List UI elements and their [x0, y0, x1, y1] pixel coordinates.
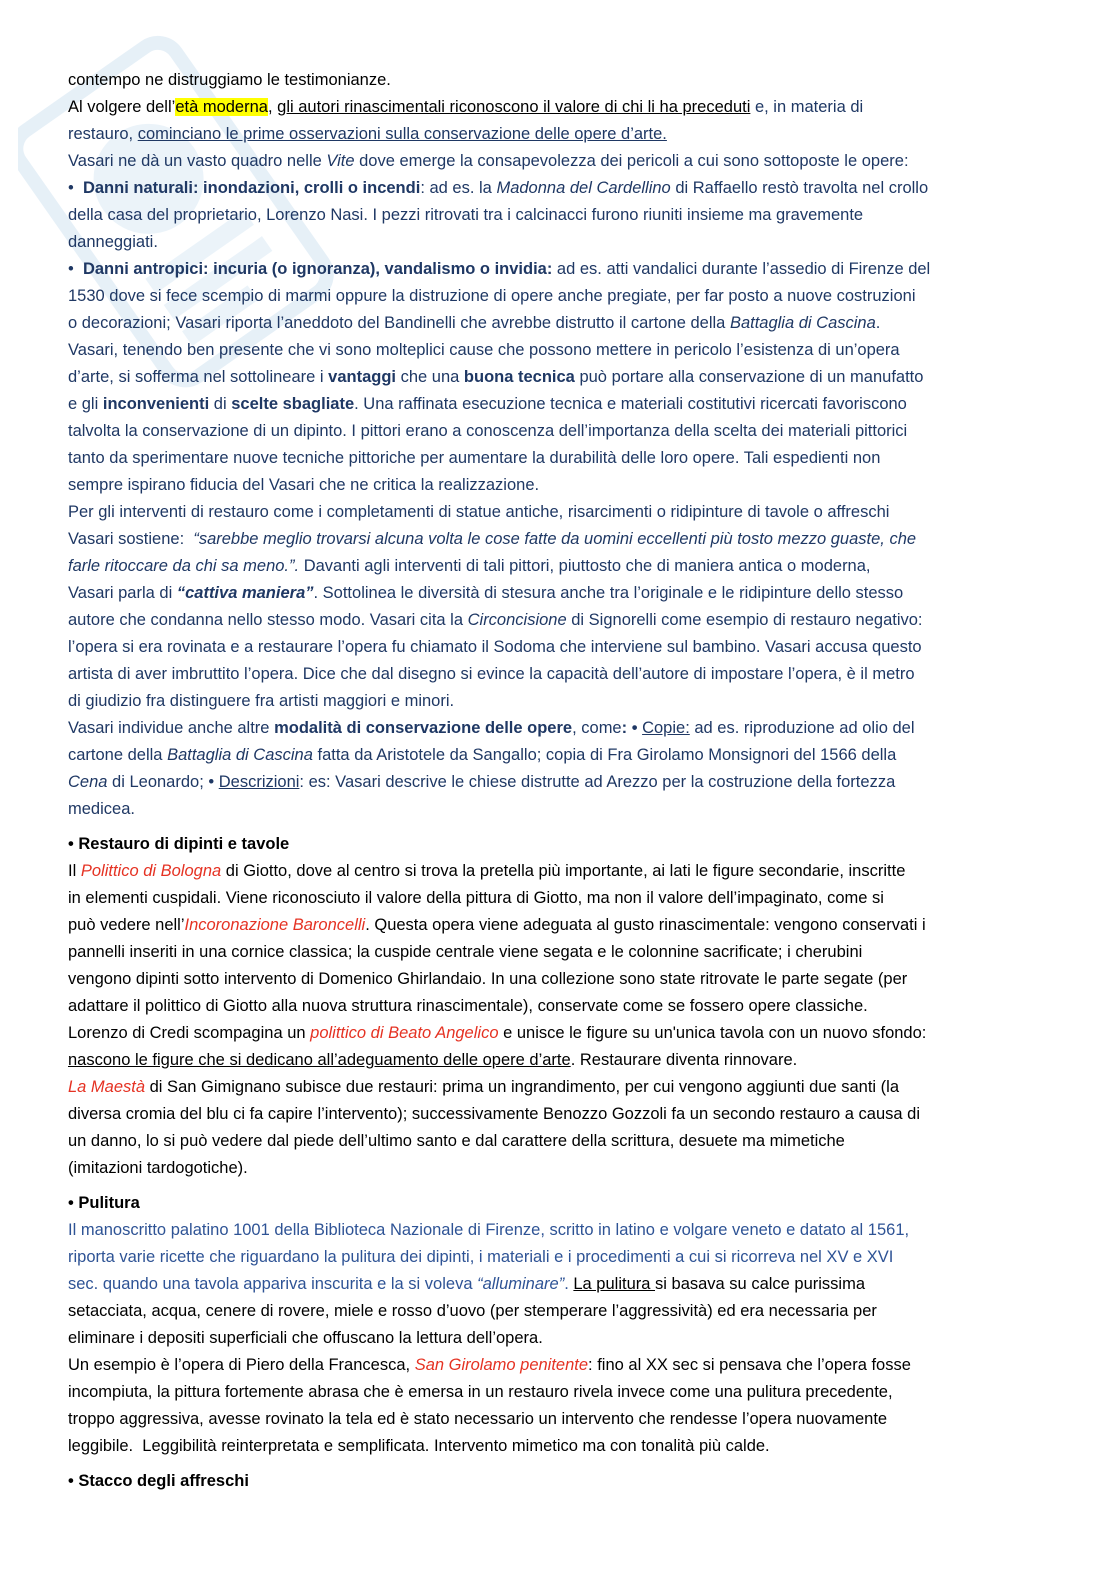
text-run: Battaglia di Cascina: [729, 314, 876, 332]
text-run: Cena: [68, 773, 108, 791]
text-line: [68, 391, 1046, 418]
text-run: Il manoscritto palatino 1001 della Biblioteca Nazionale di Firenze, scritto in latino e volgare veneto e datato al 1561,: [68, 1221, 910, 1239]
text-line: [68, 715, 1046, 742]
text-run: sec. quando una tavola appariva inscurita e la si voleva: [68, 1275, 478, 1293]
text-run: inconvenienti: [102, 395, 210, 413]
text-run: di Giotto, dove al centro si trova la pretella più importante, ai lati le figure secondarie, inscritte: [221, 862, 906, 880]
text-run: ,: [267, 98, 278, 116]
text-run: d’arte, si sofferma nel sottolineare i: [68, 368, 329, 386]
text-run: : fino al XX sec si pensava che l’opera fosse: [588, 1356, 911, 1374]
text-run: fatta da Aristotele da Sangallo; copia di Fra Girolamo Monsignori del 1566 della: [312, 746, 897, 764]
text-run: , come: [572, 719, 622, 737]
text-run: Incoronazione Baroncelli: [184, 916, 366, 934]
text-run: restauro,: [68, 125, 138, 143]
text-run: di giudizio fra distinguere fra artisti maggiori e minori.: [68, 692, 455, 710]
text-run: e unisce le figure su un'unica tavola con un nuovo sfondo:: [498, 1024, 927, 1042]
text-run: Vite: [326, 152, 355, 170]
text-line: [68, 310, 1046, 337]
text-line: [68, 418, 1046, 445]
text-line: [68, 202, 1046, 229]
text-run: di Signorelli come esempio di restauro negativo:: [566, 611, 923, 629]
text-run: •: [68, 179, 83, 197]
text-line: [68, 1379, 1046, 1406]
text-run: vengono dipinti sotto intervento di Domenico Ghirlandaio. In una collezione sono state ritrovate le parte segate (per: [68, 970, 908, 988]
text-run: di Raffaello restò travolta nel crollo: [670, 179, 929, 197]
text-run: . Questa opera viene adeguata al gusto rinascimentale: vengono conservati i: [365, 916, 926, 934]
text-run: Circoncisione: [467, 611, 567, 629]
text-line: [68, 1406, 1046, 1433]
text-run: pannelli inseriti in una cornice classica; la cuspide centrale viene segata e le colonnine sacrificate; i cherubini: [68, 943, 863, 961]
text-run: Per gli interventi di restauro come i completamenti di statue antiche, risarcimenti o ridipinture di tavole o affreschi: [68, 503, 890, 521]
text-run: riporta varie ricette che riguardano la pulitura dei dipinti, i materiali e i procedimenti a cui si ricorreva nel XV e XVI: [68, 1248, 894, 1266]
text-run: può portare alla conservazione di un manufatto: [574, 368, 924, 386]
text-run: . Sottolinea le diversità di stesura anche tra l’originale e le ridipinture dello stesso: [313, 584, 904, 602]
text-run: che una: [396, 368, 464, 386]
text-run: “cattiva maniera”: [176, 584, 314, 602]
text-line: [68, 1047, 1046, 1074]
text-run: diversa cromia del blu ci fa capire l’intervento); successivamente Benozzo Gozzoli fa un secondo restauro a causa di: [68, 1105, 921, 1123]
text-line: [68, 858, 1046, 885]
text-line: [68, 1325, 1046, 1352]
text-run: .: [875, 314, 881, 332]
text-run: Vasari sostiene:: [68, 530, 194, 548]
text-run: La pulitura: [573, 1275, 656, 1293]
text-run: e gli: [68, 395, 103, 413]
text-line: [68, 993, 1046, 1020]
text-line: [68, 256, 1046, 283]
text-run: “sarebbe meglio trovarsi alcuna volta le cose fatte da uomini eccellenti più tosto mezzo guaste, che: [193, 530, 917, 548]
text-line: [68, 607, 1046, 634]
text-run: autore che condanna nello stesso modo. Vasari cita la: [68, 611, 468, 629]
text-run: gli autori rinascimentali riconoscono il valore di chi li ha preceduti: [277, 98, 751, 116]
text-run: artista di aver imbruttito l’opera. Dice che dal disegno si evince la capacità dell’autore di impostare l’opera, è il metro: [68, 665, 915, 683]
text-run: Copie:: [642, 719, 690, 737]
text-run: Descrizioni: [218, 773, 300, 791]
text-line: [68, 175, 1046, 202]
text-run: Madonna del Cardellino: [496, 179, 671, 197]
text-run: Vasari ne dà un vasto quadro nelle: [68, 152, 327, 170]
text-run: sempre ispirano fiducia del Vasari che ne critica la realizzazione.: [68, 476, 540, 494]
text-line: [68, 1433, 1046, 1460]
text-run: cartone della: [68, 746, 168, 764]
text-line: [68, 1101, 1046, 1128]
text-run: San Girolamo penitente: [414, 1356, 589, 1374]
text-line: [68, 1352, 1046, 1379]
text-run: cominciano le prime osservazioni sulla conservazione delle opere d’arte.: [137, 125, 667, 143]
text-line: [68, 939, 1046, 966]
text-line: [68, 67, 1046, 94]
text-run: e, in materia di: [750, 98, 864, 116]
text-run: Danni antropici: incuria (o ignoranza), vandalismo o invidia:: [82, 260, 553, 278]
text-line: [68, 634, 1046, 661]
text-run: contempo ne distruggiamo le testimonianze.: [68, 71, 391, 89]
text-run: incompiuta, la pittura fortemente abrasa che è emersa in un restauro rivela invece come una pulitura precedente,: [68, 1383, 893, 1401]
text-line: [68, 499, 1046, 526]
text-run: •: [68, 260, 83, 278]
text-run: ad es. riproduzione ad olio del: [689, 719, 915, 737]
text-run: leggibile. Leggibilità reinterpretata e semplificata. Intervento mimetico ma con tonalità più calde.: [68, 1437, 770, 1455]
text-line: [68, 121, 1046, 148]
text-run: farle ritoccare da chi sa meno.”.: [68, 557, 300, 575]
text-run: vantaggi: [328, 368, 397, 386]
document-body: [68, 67, 1046, 1495]
text-line: [68, 364, 1046, 391]
text-line: [68, 472, 1046, 499]
text-run: .: [564, 1275, 574, 1293]
text-run: . Una raffinata esecuzione tecnica e materiali costitutivi ricercati favoriscono: [354, 395, 907, 413]
text-run: (imitazioni tardogotiche).: [68, 1159, 248, 1177]
text-run: nascono le figure che si dedicano all’adeguamento delle opere d’arte: [68, 1051, 571, 1069]
text-run: può vedere nell’: [68, 916, 185, 934]
text-line: [68, 229, 1046, 256]
text-run: Vasari individue anche altre: [68, 719, 275, 737]
text-line: [68, 580, 1046, 607]
text-run: polittico di Beato Angelico: [310, 1024, 499, 1042]
text-run: Vasari, tenendo ben presente che vi sono molteplici cause che possono mettere in pericolo l’esistenza di un’opera: [68, 341, 900, 359]
text-line: [68, 966, 1046, 993]
text-line: [68, 912, 1046, 939]
text-run: ad es. atti vandalici durante l’assedio di Firenze del: [552, 260, 931, 278]
text-run: medicea.: [68, 800, 135, 818]
text-run: talvolta la conservazione di un dipinto. I pittori erano a conoscenza dell’importanza della scelta dei materiali pittorici: [68, 422, 908, 440]
text-run: dove emerge la consapevolezza dei pericoli a cui sono sottoposte le opere:: [354, 152, 909, 170]
text-line: [68, 1271, 1046, 1298]
text-line: [68, 148, 1046, 175]
text-line: [68, 1020, 1046, 1047]
text-run: della casa del proprietario, Lorenzo Nasi. I pezzi ritrovati tra i calcinacci furono riuniti insieme ma gravemente: [68, 206, 864, 224]
text-run: età moderna: [175, 98, 268, 116]
text-line: [68, 1298, 1046, 1325]
text-line: [68, 445, 1046, 472]
text-run: modalità di conservazione delle opere: [274, 719, 573, 737]
text-line: [68, 769, 1046, 796]
text-line: [68, 337, 1046, 364]
text-line: [68, 885, 1046, 912]
text-run: scelte sbagliate: [231, 395, 355, 413]
text-run: danneggiati.: [68, 233, 158, 251]
text-run: Il: [68, 862, 81, 880]
text-run: di: [209, 395, 232, 413]
text-run: di San Gimignano subisce due restauri: prima un ingrandimento, per cui vengono aggiunti due santi (la: [145, 1078, 899, 1096]
text-line: [68, 1155, 1046, 1182]
text-run: o decorazioni; Vasari riporta l’aneddoto del Bandinelli che avrebbe distrutto il cartone della: [68, 314, 730, 332]
text-run: Lorenzo di Credi scompagina un: [68, 1024, 311, 1042]
text-run: Polittico di Bologna: [80, 862, 222, 880]
text-run: in elementi cuspidali. Viene riconosciuto il valore della pittura di Giotto, ma non il valore dell’impaginato, come si: [68, 889, 884, 907]
text-line: [68, 1128, 1046, 1155]
text-line: [68, 742, 1046, 769]
text-run: setacciata, acqua, cenere di rovere, miele e rosso d’uovo (per stemperare l’aggressività) ed era necessaria per: [68, 1302, 877, 1320]
text-run: tanto da sperimentare nuove tecniche pittoriche per aumentare la durabilità delle loro opere. Tali espedienti non: [68, 449, 881, 467]
text-line: [68, 94, 1046, 121]
text-run: adattare il polittico di Giotto alla nuova struttura rinascimentale), conservate come se fossero opere classiche.: [68, 997, 868, 1015]
text-run: di Leonardo; •: [107, 773, 219, 791]
text-line: [68, 553, 1046, 580]
text-run: un danno, lo si può vedere dal piede dell’ultimo santo e dal carattere della scrittura, desuete ma mimetiche: [68, 1132, 845, 1150]
text-run: 1530 dove si fece scempio di marmi oppure la distruzione di opere anche pregiate, per far posto a nuove costruzioni: [68, 287, 916, 305]
text-run: Vasari parla di: [68, 584, 177, 602]
text-run: si basava su calce purissima: [655, 1275, 866, 1293]
section-heading: • Stacco degli affreschi: [68, 1472, 249, 1490]
text-run: l’opera si era rovinata e a restaurare l’opera fu chiamato il Sodoma che interviene sul bambino. Vasari accusa questo: [68, 638, 922, 656]
text-run: : •: [621, 719, 643, 737]
text-run: Un esempio è l’opera di Piero della Francesca,: [68, 1356, 415, 1374]
text-run: : es: Vasari descrive le chiese distrutte ad Arezzo per la costruzione della fortezza: [299, 773, 896, 791]
text-run: Battaglia di Cascina: [167, 746, 313, 764]
text-line: [68, 1244, 1046, 1271]
text-line: [68, 661, 1046, 688]
text-line: [68, 283, 1046, 310]
text-line: [68, 796, 1046, 823]
text-run: Danni naturali: inondazioni, crolli o incendi: [82, 179, 421, 197]
text-line: [68, 1217, 1046, 1244]
text-run: Davanti agli interventi di tali pittori, piuttosto che di maniera antica o moderna,: [299, 557, 871, 575]
text-run: eliminare i depositi superficiali che offuscano la lettura dell’opera.: [68, 1329, 543, 1347]
text-run: La Maestà: [68, 1078, 146, 1096]
text-run: “alluminare”: [477, 1275, 565, 1293]
text-run: : ad es. la: [420, 179, 497, 197]
text-run: Al volgere dell’: [68, 98, 176, 116]
text-line: [68, 1074, 1046, 1101]
text-run: troppo aggressiva, avesse rovinato la tela ed è stato necessario un intervento che rendesse l’opera nuovamente: [68, 1410, 888, 1428]
text-line: [68, 526, 1046, 553]
section-heading: • Pulitura: [68, 1194, 140, 1212]
text-run: . Restaurare diventa rinnovare.: [570, 1051, 798, 1069]
section-heading: • Restauro di dipinti e tavole: [68, 835, 290, 853]
text-run: buona tecnica: [463, 368, 575, 386]
text-line: [68, 688, 1046, 715]
